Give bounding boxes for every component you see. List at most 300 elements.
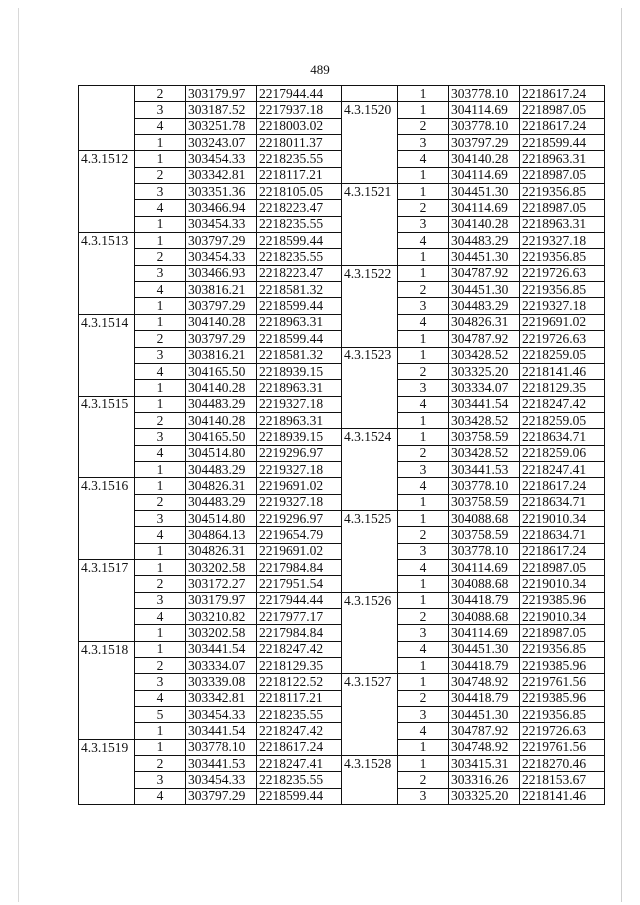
x-coordinate-cell: 303466.94	[186, 200, 257, 216]
point-number-cell: 4	[398, 396, 449, 412]
parcel-label-cell	[79, 527, 135, 543]
point-number-cell: 4	[398, 641, 449, 657]
table-row	[79, 265, 342, 281]
x-coordinate-cell: 304483.29	[186, 461, 257, 477]
y-coordinate-cell: 2217944.44	[257, 592, 342, 608]
x-coordinate-cell: 303342.81	[186, 690, 257, 706]
parcel-label-cell	[342, 772, 398, 788]
point-number-cell: 2	[398, 118, 449, 134]
table-row	[79, 118, 342, 134]
y-coordinate-cell: 2218153.67	[520, 772, 605, 788]
point-number-cell: 4	[135, 609, 186, 625]
parcel-label-cell	[79, 184, 135, 200]
table-row	[342, 380, 605, 396]
parcel-label-cell	[342, 739, 398, 755]
x-coordinate-cell: 303778.10	[449, 543, 520, 559]
parcel-label-cell	[79, 690, 135, 706]
y-coordinate-cell: 2218987.05	[520, 200, 605, 216]
parcel-label-cell	[342, 527, 398, 543]
point-number-cell: 4	[135, 363, 186, 379]
table-row	[342, 314, 605, 330]
parcel-label-cell	[342, 478, 398, 494]
parcel-label-cell: 4.3.1518	[79, 641, 135, 657]
y-coordinate-cell: 2218247.41	[257, 756, 342, 772]
table-row	[79, 151, 342, 167]
table-row	[79, 86, 342, 102]
point-number-cell: 4	[398, 723, 449, 739]
parcel-label-cell	[79, 135, 135, 151]
table-row	[342, 674, 605, 690]
y-coordinate-cell: 2219296.97	[257, 445, 342, 461]
x-coordinate-cell: 304451.30	[449, 184, 520, 200]
table-row	[342, 707, 605, 723]
parcel-label-cell	[342, 609, 398, 625]
y-coordinate-cell: 2218003.02	[257, 118, 342, 134]
parcel-label-cell: 4.3.1528	[342, 756, 398, 772]
y-coordinate-cell: 2218235.55	[257, 249, 342, 265]
table-row	[342, 609, 605, 625]
point-number-cell: 1	[135, 396, 186, 412]
y-coordinate-cell: 2217977.17	[257, 609, 342, 625]
point-number-cell: 1	[398, 184, 449, 200]
table-row	[342, 363, 605, 379]
point-number-cell: 3	[398, 298, 449, 314]
point-number-cell: 1	[398, 674, 449, 690]
parcel-label-cell	[342, 380, 398, 396]
table-row	[342, 658, 605, 674]
y-coordinate-cell: 2219010.34	[520, 510, 605, 526]
point-number-cell: 4	[135, 200, 186, 216]
y-coordinate-cell: 2218247.42	[257, 641, 342, 657]
x-coordinate-cell: 304864.13	[186, 527, 257, 543]
table-row	[342, 788, 605, 804]
point-number-cell: 1	[135, 298, 186, 314]
point-number-cell: 1	[398, 102, 449, 118]
table-row	[79, 756, 342, 772]
x-coordinate-cell: 303210.82	[186, 609, 257, 625]
table-row	[342, 200, 605, 216]
y-coordinate-cell: 2218963.31	[520, 151, 605, 167]
x-coordinate-cell: 303428.52	[449, 445, 520, 461]
point-number-cell: 1	[135, 216, 186, 232]
point-number-cell: 1	[398, 265, 449, 281]
point-number-cell: 3	[135, 347, 186, 363]
table-row	[79, 592, 342, 608]
y-coordinate-cell: 2218617.24	[520, 118, 605, 134]
x-coordinate-cell: 304114.69	[449, 559, 520, 575]
y-coordinate-cell: 2219761.56	[520, 674, 605, 690]
point-number-cell: 2	[135, 167, 186, 183]
parcel-label-cell: 4.3.1525	[342, 510, 398, 526]
point-number-cell: 1	[398, 494, 449, 510]
point-number-cell: 1	[398, 739, 449, 755]
x-coordinate-cell: 303441.53	[449, 461, 520, 477]
x-coordinate-cell: 304826.31	[449, 314, 520, 330]
y-coordinate-cell: 2219691.02	[257, 543, 342, 559]
parcel-label-cell	[79, 380, 135, 396]
y-coordinate-cell: 2219010.34	[520, 609, 605, 625]
y-coordinate-cell: 2217944.44	[257, 86, 342, 102]
x-coordinate-cell: 304114.69	[449, 102, 520, 118]
y-coordinate-cell: 2218247.41	[520, 461, 605, 477]
parcel-label-cell	[342, 363, 398, 379]
table-row	[79, 363, 342, 379]
table-row	[79, 772, 342, 788]
table-row	[342, 151, 605, 167]
table-row	[79, 380, 342, 396]
y-coordinate-cell: 2218581.32	[257, 347, 342, 363]
x-coordinate-cell: 303816.21	[186, 282, 257, 298]
table-row	[79, 674, 342, 690]
point-number-cell: 1	[398, 658, 449, 674]
y-coordinate-cell: 2219654.79	[257, 527, 342, 543]
point-number-cell: 1	[135, 135, 186, 151]
x-coordinate-cell: 304140.28	[186, 314, 257, 330]
table-row	[342, 739, 605, 755]
table-row	[342, 461, 605, 477]
parcel-label-cell	[79, 658, 135, 674]
table-row	[79, 510, 342, 526]
parcel-label-cell	[79, 429, 135, 445]
x-coordinate-cell: 303334.07	[186, 658, 257, 674]
point-number-cell: 2	[135, 412, 186, 428]
x-coordinate-cell: 304088.68	[449, 510, 520, 526]
y-coordinate-cell: 2219356.85	[520, 249, 605, 265]
x-coordinate-cell: 303778.10	[186, 739, 257, 755]
table-row	[79, 739, 342, 755]
table-row	[79, 412, 342, 428]
table-row	[79, 576, 342, 592]
y-coordinate-cell: 2218599.44	[257, 331, 342, 347]
table-row	[79, 527, 342, 543]
parcel-label-cell	[79, 167, 135, 183]
x-coordinate-cell: 303454.33	[186, 707, 257, 723]
point-number-cell: 2	[398, 200, 449, 216]
table-row	[79, 658, 342, 674]
y-coordinate-cell: 2218617.24	[520, 86, 605, 102]
point-number-cell: 3	[135, 429, 186, 445]
y-coordinate-cell: 2219356.85	[520, 707, 605, 723]
table-row	[79, 788, 342, 804]
point-number-cell: 2	[135, 658, 186, 674]
table-row	[342, 723, 605, 739]
parcel-label-cell	[342, 151, 398, 167]
parcel-label-cell	[342, 118, 398, 134]
point-number-cell: 4	[135, 527, 186, 543]
y-coordinate-cell: 2219356.85	[520, 184, 605, 200]
y-coordinate-cell: 2218117.21	[257, 690, 342, 706]
table-row	[342, 298, 605, 314]
x-coordinate-cell: 303758.59	[449, 494, 520, 510]
point-number-cell: 2	[135, 494, 186, 510]
y-coordinate-cell: 2218939.15	[257, 429, 342, 445]
table-row	[342, 216, 605, 232]
x-coordinate-cell: 304418.79	[449, 592, 520, 608]
y-coordinate-cell: 2218987.05	[520, 167, 605, 183]
y-coordinate-cell: 2219691.02	[257, 478, 342, 494]
point-number-cell: 4	[398, 151, 449, 167]
point-number-cell: 3	[398, 707, 449, 723]
table-row	[342, 494, 605, 510]
parcel-label-cell	[342, 576, 398, 592]
point-number-cell: 1	[398, 510, 449, 526]
table-body-right	[342, 86, 605, 805]
parcel-label-cell	[79, 576, 135, 592]
table-row	[79, 331, 342, 347]
x-coordinate-cell: 303325.20	[449, 788, 520, 804]
parcel-label-cell	[79, 625, 135, 641]
point-number-cell: 1	[135, 543, 186, 559]
x-coordinate-cell: 304114.69	[449, 167, 520, 183]
parcel-label-cell	[342, 135, 398, 151]
point-number-cell: 1	[398, 412, 449, 428]
parcel-label-cell	[79, 86, 135, 102]
y-coordinate-cell: 2218235.55	[257, 216, 342, 232]
x-coordinate-cell: 303797.29	[186, 233, 257, 249]
parcel-label-cell	[79, 102, 135, 118]
table-row	[79, 102, 342, 118]
y-coordinate-cell: 2219761.56	[520, 739, 605, 755]
table-row	[79, 298, 342, 314]
point-number-cell: 3	[135, 102, 186, 118]
y-coordinate-cell: 2218141.46	[520, 363, 605, 379]
parcel-label-cell	[79, 298, 135, 314]
x-coordinate-cell: 304748.92	[449, 739, 520, 755]
table-row	[79, 429, 342, 445]
x-coordinate-cell: 304826.31	[186, 478, 257, 494]
parcel-label-cell	[79, 461, 135, 477]
y-coordinate-cell: 2218599.44	[520, 135, 605, 151]
point-number-cell: 2	[398, 445, 449, 461]
x-coordinate-cell: 303339.08	[186, 674, 257, 690]
table-row	[79, 282, 342, 298]
parcel-label-cell	[79, 363, 135, 379]
point-number-cell: 3	[398, 135, 449, 151]
parcel-label-cell	[79, 282, 135, 298]
y-coordinate-cell: 2219385.96	[520, 690, 605, 706]
parcel-label-cell	[342, 461, 398, 477]
x-coordinate-cell: 304483.29	[186, 494, 257, 510]
x-coordinate-cell: 303816.21	[186, 347, 257, 363]
point-number-cell: 4	[398, 559, 449, 575]
x-coordinate-cell: 303325.20	[449, 363, 520, 379]
point-number-cell: 1	[398, 347, 449, 363]
parcel-label-cell	[79, 412, 135, 428]
parcel-label-cell	[342, 543, 398, 559]
table-row	[79, 461, 342, 477]
x-coordinate-cell: 303243.07	[186, 135, 257, 151]
parcel-label-cell	[342, 86, 398, 102]
table-row	[79, 200, 342, 216]
table-row	[79, 478, 342, 494]
point-number-cell: 2	[135, 249, 186, 265]
y-coordinate-cell: 2218247.42	[520, 396, 605, 412]
y-coordinate-cell: 2218117.21	[257, 167, 342, 183]
parcel-label-cell	[79, 788, 135, 804]
y-coordinate-cell: 2218987.05	[520, 625, 605, 641]
point-number-cell: 3	[135, 184, 186, 200]
parcel-label-cell	[342, 559, 398, 575]
point-number-cell: 2	[398, 609, 449, 625]
table-row	[342, 347, 605, 363]
y-coordinate-cell: 2218259.06	[520, 445, 605, 461]
x-coordinate-cell: 304483.29	[449, 298, 520, 314]
x-coordinate-cell: 304451.30	[449, 641, 520, 657]
point-number-cell: 1	[398, 592, 449, 608]
parcel-label-cell	[79, 756, 135, 772]
parcel-label-cell	[342, 233, 398, 249]
y-coordinate-cell: 2218987.05	[520, 559, 605, 575]
parcel-label-cell	[342, 445, 398, 461]
point-number-cell: 2	[398, 690, 449, 706]
y-coordinate-cell: 2219356.85	[520, 641, 605, 657]
x-coordinate-cell: 304114.69	[449, 625, 520, 641]
x-coordinate-cell: 304787.92	[449, 265, 520, 281]
y-coordinate-cell: 2218270.46	[520, 756, 605, 772]
y-coordinate-cell: 2219327.18	[257, 461, 342, 477]
parcel-label-cell	[79, 609, 135, 625]
point-number-cell: 2	[135, 576, 186, 592]
x-coordinate-cell: 303441.54	[449, 396, 520, 412]
parcel-label-cell: 4.3.1520	[342, 102, 398, 118]
x-coordinate-cell: 303428.52	[449, 412, 520, 428]
y-coordinate-cell: 2218259.05	[520, 412, 605, 428]
x-coordinate-cell: 303758.59	[449, 429, 520, 445]
point-number-cell: 1	[135, 380, 186, 396]
table-row	[342, 233, 605, 249]
y-coordinate-cell: 2219726.63	[520, 265, 605, 281]
parcel-label-cell	[79, 445, 135, 461]
point-number-cell: 2	[135, 756, 186, 772]
x-coordinate-cell: 303454.33	[186, 151, 257, 167]
point-number-cell: 3	[398, 380, 449, 396]
y-coordinate-cell: 2218599.44	[257, 233, 342, 249]
x-coordinate-cell: 303797.29	[186, 298, 257, 314]
table-row	[79, 314, 342, 330]
y-coordinate-cell: 2218122.52	[257, 674, 342, 690]
table-row	[79, 707, 342, 723]
x-coordinate-cell: 303316.26	[449, 772, 520, 788]
parcel-label-cell	[79, 592, 135, 608]
x-coordinate-cell: 303428.52	[449, 347, 520, 363]
point-number-cell: 3	[398, 788, 449, 804]
point-number-cell: 1	[135, 461, 186, 477]
y-coordinate-cell: 2218617.24	[520, 543, 605, 559]
point-number-cell: 2	[398, 363, 449, 379]
x-coordinate-cell: 303797.29	[186, 331, 257, 347]
y-coordinate-cell: 2218247.42	[257, 723, 342, 739]
parcel-label-cell	[79, 494, 135, 510]
parcel-label-cell	[342, 641, 398, 657]
table-row	[342, 331, 605, 347]
parcel-label-cell	[342, 282, 398, 298]
y-coordinate-cell: 2217984.84	[257, 625, 342, 641]
y-coordinate-cell: 2218634.71	[520, 527, 605, 543]
parcel-label-cell	[79, 723, 135, 739]
parcel-label-cell: 4.3.1516	[79, 478, 135, 494]
point-number-cell: 3	[398, 625, 449, 641]
y-coordinate-cell: 2218634.71	[520, 429, 605, 445]
point-number-cell: 2	[135, 331, 186, 347]
y-coordinate-cell: 2218617.24	[520, 478, 605, 494]
table-row	[79, 135, 342, 151]
parcel-label-cell	[342, 331, 398, 347]
y-coordinate-cell: 2218141.46	[520, 788, 605, 804]
parcel-label-cell	[79, 707, 135, 723]
parcel-label-cell	[79, 347, 135, 363]
y-coordinate-cell: 2219726.63	[520, 331, 605, 347]
table-row	[342, 412, 605, 428]
y-coordinate-cell: 2218963.31	[520, 216, 605, 232]
x-coordinate-cell: 304418.79	[449, 690, 520, 706]
parcel-label-cell	[342, 167, 398, 183]
table-row	[342, 167, 605, 183]
y-coordinate-cell: 2218987.05	[520, 102, 605, 118]
table-row	[79, 494, 342, 510]
point-number-cell: 3	[135, 592, 186, 608]
y-coordinate-cell: 2217937.18	[257, 102, 342, 118]
x-coordinate-cell: 304826.31	[186, 543, 257, 559]
y-coordinate-cell: 2219356.85	[520, 282, 605, 298]
x-coordinate-cell: 304451.30	[449, 707, 520, 723]
point-number-cell: 4	[135, 445, 186, 461]
point-number-cell: 1	[135, 233, 186, 249]
x-coordinate-cell: 303441.53	[186, 756, 257, 772]
table-row	[79, 396, 342, 412]
table-row	[342, 445, 605, 461]
y-coordinate-cell: 2218963.31	[257, 412, 342, 428]
point-number-cell: 4	[398, 478, 449, 494]
parcel-label-cell	[342, 690, 398, 706]
parcel-label-cell	[342, 707, 398, 723]
table-row	[342, 478, 605, 494]
parcel-label-cell	[342, 625, 398, 641]
point-number-cell: 4	[398, 233, 449, 249]
x-coordinate-cell: 304088.68	[449, 609, 520, 625]
y-coordinate-cell: 2218105.05	[257, 184, 342, 200]
x-coordinate-cell: 303441.54	[186, 641, 257, 657]
y-coordinate-cell: 2218963.31	[257, 380, 342, 396]
point-number-cell: 1	[135, 151, 186, 167]
parcel-label-cell	[79, 118, 135, 134]
x-coordinate-cell: 304140.28	[449, 216, 520, 232]
parcel-label-cell: 4.3.1515	[79, 396, 135, 412]
x-coordinate-cell: 303454.33	[186, 772, 257, 788]
table-row	[79, 347, 342, 363]
x-coordinate-cell: 304483.29	[449, 233, 520, 249]
parcel-label-cell	[79, 674, 135, 690]
table-row	[342, 396, 605, 412]
parcel-label-cell: 4.3.1517	[79, 559, 135, 575]
point-number-cell: 2	[398, 527, 449, 543]
table-row	[79, 445, 342, 461]
point-number-cell: 3	[135, 674, 186, 690]
table-row	[342, 690, 605, 706]
table-row	[342, 559, 605, 575]
point-number-cell: 1	[135, 559, 186, 575]
table-row	[342, 592, 605, 608]
parcel-label-cell	[342, 249, 398, 265]
y-coordinate-cell: 2219296.97	[257, 510, 342, 526]
table-row	[342, 510, 605, 526]
point-number-cell: 3	[398, 461, 449, 477]
point-number-cell: 1	[135, 739, 186, 755]
x-coordinate-cell: 304787.92	[449, 723, 520, 739]
point-number-cell: 4	[398, 314, 449, 330]
x-coordinate-cell: 303179.97	[186, 86, 257, 102]
table-row	[342, 102, 605, 118]
x-coordinate-cell: 303187.52	[186, 102, 257, 118]
